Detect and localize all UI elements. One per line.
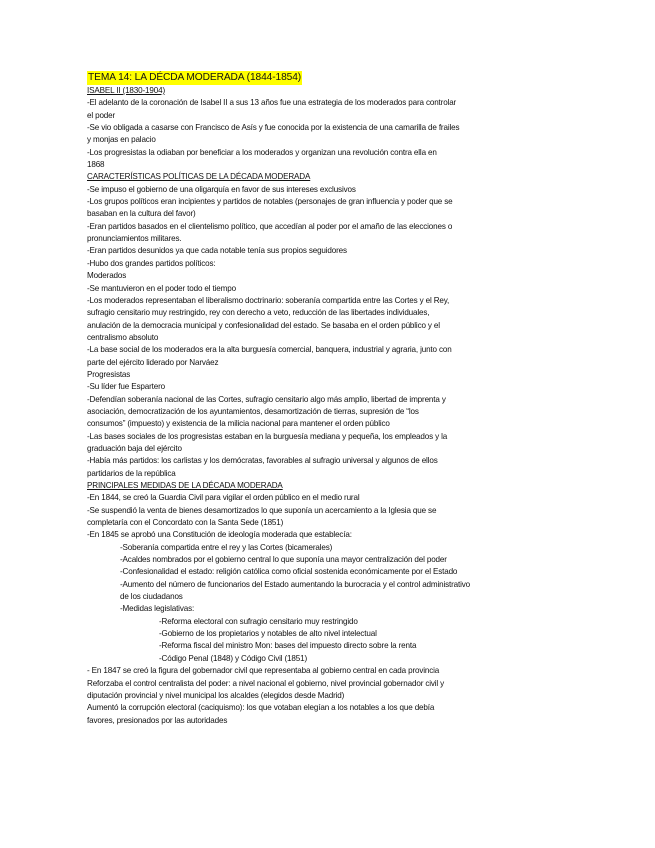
text-line: anulación de la democracia municipal y confesionalidad del estado. Se basaba en el orden público y el: [87, 320, 440, 330]
text-line: Reforzaba el control centralista del poder: a nivel nacional el gobierno, nivel provincial gobernador civil y: [87, 678, 445, 688]
text-line: -Las bases sociales de los progresistas estaban en la burguesía mediana y pequeña, los empleados y la: [87, 431, 448, 441]
text-line: favores, presionados por las autoridades: [87, 715, 228, 725]
text-line: -En 1845 se aprobó una Constitución de ideología moderada que establecía:: [87, 530, 352, 540]
text-line: -Soberanía compartida entre el rey y las Cortes (bicamerales): [120, 542, 333, 552]
text-line: -Los grupos políticos eran incipientes y partidos de notables (personajes de gran influencia y poder que se: [87, 197, 453, 207]
text-line: -Eran partidos basados en el clientelismo político, que accedían al poder por el amaño de las elecciones o: [87, 221, 453, 231]
text-line: diputación provincial y nivel municipal los alcaldes (elegidos desde Madrid): [87, 690, 345, 700]
text-line: -Se vio obligada a casarse con Francisco de Asís y fue conocida por la existencia de una camarilla de frailes: [87, 123, 460, 133]
text-line: basaban en la cultura del favor): [87, 209, 196, 219]
text-line: pronunciamientos militares.: [87, 234, 182, 244]
text-line: 1868: [87, 160, 105, 170]
text-line: -Reforma electoral con sufragio censitario muy restringido: [159, 616, 358, 626]
text-line: -Se mantuvieron en el poder todo el tiempo: [87, 283, 236, 293]
text-line: parte del ejército liderado por Narváez: [87, 357, 219, 367]
text-line: -La base social de los moderados era la alta burguesía comercial, banquera, industrial y agraria, junto con: [87, 345, 452, 355]
text-line: -Aumento del número de funcionarios del Estado aumentando la burocracia y el control administrativo: [120, 579, 471, 589]
text-line: Moderados: [87, 271, 127, 281]
text-line: Progresistas: [87, 369, 131, 379]
title-line: [87, 71, 557, 85]
text-line: -Acaldes nombrados por el gobierno central lo que suponía una mayor centralización del poder: [120, 555, 447, 565]
text-line: graduación baja del ejército: [87, 443, 182, 453]
text-line: completaría con el Concordato con la Santa Sede (1851): [87, 518, 284, 528]
text-line: -Había más partidos: los carlistas y los demócratas, favorables al sufragio universal y algunos de ellos: [87, 456, 438, 466]
text-line: -Código Penal (1848) y Código Civil (1851): [159, 653, 308, 663]
text-line: -Medidas legislativas:: [120, 604, 195, 614]
text-line: - En 1847 se creó la figura del gobernador civil que representaba al gobierno central en cada provincia: [87, 666, 440, 676]
section-heading: ISABEL II (1830-1904): [87, 86, 165, 95]
text-line: centralismo absoluto: [87, 332, 159, 342]
text-line: consumos” (impuesto) y existencia de la milicia nacional para mantener el orden público: [87, 419, 390, 429]
text-line: asociación, democratización de los ayuntamientos, desamortización de tierras, supresión de “los: [87, 406, 419, 416]
text-line: -Confesionalidad el estado: religión católica como oficial sostenida económicamente por el Estado: [120, 567, 458, 577]
text-line: de los ciudadanos: [120, 592, 183, 602]
text-line: -Hubo dos grandes partidos políticos:: [87, 258, 216, 268]
text-line: -Se suspendió la venta de bienes desamortizados lo que suponía un acercamiento a la Iglesia que se: [87, 505, 437, 515]
text-line: -Se impuso el gobierno de una oligarquía en favor de sus intereses exclusivos: [87, 184, 356, 194]
text-line: -Defendían soberanía nacional de las Cortes, sufragio censitario algo más amplio, libertad de imprenta y: [87, 394, 446, 404]
text-line: partidarios de la república: [87, 468, 176, 478]
text-line: -Los progresistas la odiaban por beneficiar a los moderados y organizan una revolución contra ella en: [87, 147, 437, 157]
text-line: -El adelanto de la coronación de Isabel II a sus 13 años fue una estrategia de los moderados para controlar: [87, 98, 457, 108]
text-line: y monjas en palacio: [87, 135, 156, 145]
text-line: Aumentó la corrupción electoral (caciquismo): los que votaban elegían a los notables a los que debía: [87, 703, 435, 713]
text-line: sufragio censitario muy restringido, rey con derecho a veto, reducción de las libertades individuales,: [87, 308, 430, 318]
text-line: -Reforma fiscal del ministro Mon: bases del impuesto directo sobre la renta: [159, 641, 417, 651]
section-heading: PRINCIPALES MEDIDAS DE LA DÉCADA MODERADA: [87, 481, 283, 490]
text-line: -Su líder fue Espartero: [87, 382, 165, 392]
text-line: el poder: [87, 110, 116, 120]
document-page: [87, 71, 557, 727]
document-title: TEMA 14: LA DÉCDA MODERADA (1844-1854): [88, 72, 302, 83]
text-line: -En 1844, se creó la Guardia Civil para vigilar el orden público en el medio rural: [87, 493, 360, 503]
document-body: [87, 85, 557, 727]
text-line: -Los moderados representaban el liberalismo doctrinario: soberanía compartida entre las Cortes y el Rey,: [87, 295, 450, 305]
text-line: -Eran partidos desunidos ya que cada notable tenía sus propios seguidores: [87, 246, 347, 256]
section-heading: CARACTERÍSTICAS POLÍTICAS DE LA DÉCADA MODERADA: [87, 172, 311, 182]
text-line: -Gobierno de los propietarios y notables de alto nivel intelectual: [159, 629, 377, 639]
